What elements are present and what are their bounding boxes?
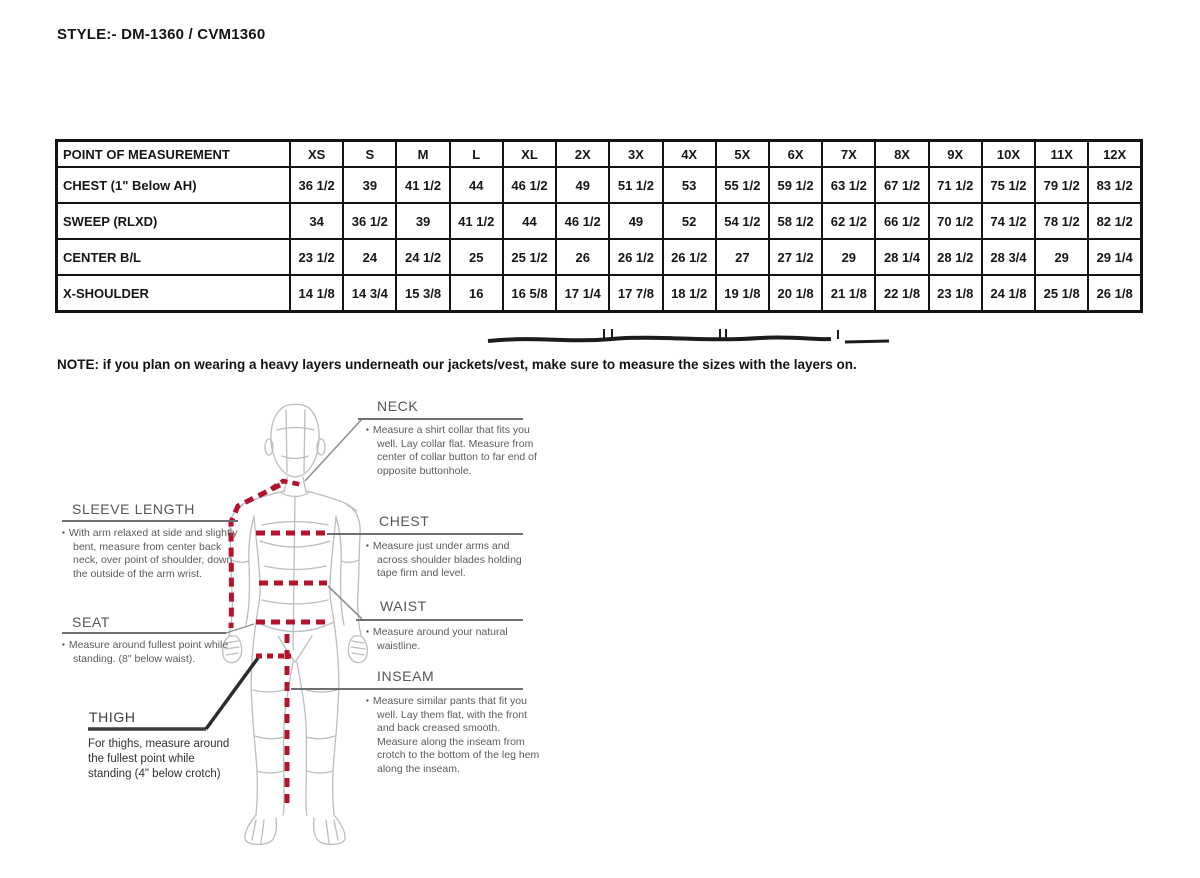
figure-outline [223, 404, 368, 844]
col-header-size-L: L [450, 141, 503, 168]
measurement-value-cell: 29 [1035, 239, 1088, 275]
measurement-value-cell: 52 [663, 203, 716, 239]
measurement-value-cell: 29 1/4 [1088, 239, 1141, 275]
row-label: CENTER B/L [57, 239, 291, 275]
table-row [57, 203, 1142, 239]
measurement-value-cell: 78 1/2 [1035, 203, 1088, 239]
measurement-value-cell: 18 1/2 [663, 275, 716, 312]
table-row [57, 275, 1142, 312]
scan-artifact [488, 329, 889, 342]
measurement-value-cell: 75 1/2 [982, 167, 1035, 203]
measurement-value-cell: 26 1/2 [663, 239, 716, 275]
seat-label: SEAT [72, 614, 110, 630]
col-header-size-S: S [343, 141, 396, 168]
measurement-value-cell: 39 [343, 167, 396, 203]
inseam-description: ▪ Measure similar pants that fit you well. Lay them flat, with the front and back creased smooth. Measure along the inseam from crotch to the bottom of the leg hem along the inseam. [366, 695, 540, 775]
bullet-square-icon: ▪ [366, 425, 369, 434]
measurement-value-cell: 44 [503, 203, 556, 239]
measurement-value-cell: 82 1/2 [1088, 203, 1141, 239]
measurement-value-cell: 16 5/8 [503, 275, 556, 312]
measurement-value-cell: 24 1/2 [396, 239, 449, 275]
measurement-value-cell: 26 1/8 [1088, 275, 1141, 312]
measurement-value-cell: 20 1/8 [769, 275, 822, 312]
measurement-value-cell: 41 1/2 [450, 203, 503, 239]
chest-description: ▪ Measure just under arms and across shoulder blades holding tape firm and level. [366, 540, 522, 579]
measurement-value-cell: 28 3/4 [982, 239, 1035, 275]
measurement-value-cell: 41 1/2 [396, 167, 449, 203]
measurement-value-cell: 36 1/2 [290, 167, 343, 203]
col-header-size-9X: 9X [929, 141, 982, 168]
col-header-point-of-measurement: POINT OF MEASUREMENT [57, 141, 291, 168]
row-label: CHEST (1" Below AH) [57, 167, 291, 203]
measurement-value-cell: 39 [396, 203, 449, 239]
measurement-value-cell: 23 1/8 [929, 275, 982, 312]
col-header-size-7X: 7X [822, 141, 875, 168]
measurement-value-cell: 15 3/8 [396, 275, 449, 312]
measurement-value-cell: 34 [290, 203, 343, 239]
waist-label: WAIST [380, 598, 427, 614]
style-title: STYLE:- DM-1360 / CVM1360 [57, 26, 266, 43]
measurement-value-cell: 23 1/2 [290, 239, 343, 275]
sleeve-length-label: SLEEVE LENGTH [72, 501, 195, 517]
measurement-value-cell: 51 1/2 [609, 167, 662, 203]
measurement-value-cell: 58 1/2 [769, 203, 822, 239]
measurement-value-cell: 67 1/2 [875, 167, 928, 203]
measurement-value-cell: 24 [343, 239, 396, 275]
col-header-size-8X: 8X [875, 141, 928, 168]
col-header-size-4X: 4X [663, 141, 716, 168]
layers-note: NOTE: if you plan on wearing a heavy layers underneath our jackets/vest, make sure to measure the sizes with the layers on. [57, 357, 857, 372]
row-label: SWEEP (RLXD) [57, 203, 291, 239]
neck-label: NECK [377, 398, 419, 414]
measurement-value-cell: 49 [609, 203, 662, 239]
table-row [57, 167, 1142, 203]
neck-measure-line [271, 481, 303, 489]
bullet-square-icon: ▪ [366, 696, 369, 705]
measurement-value-cell: 28 1/2 [929, 239, 982, 275]
col-header-size-10X: 10X [982, 141, 1035, 168]
measurement-value-cell: 46 1/2 [503, 167, 556, 203]
measurement-value-cell: 74 1/2 [982, 203, 1035, 239]
chest-label: CHEST [379, 513, 430, 529]
measurement-value-cell: 46 1/2 [556, 203, 609, 239]
seat-description: ▪ Measure around fullest point while standing. (8" below waist). [62, 639, 229, 665]
measurement-value-cell: 21 1/8 [822, 275, 875, 312]
measurement-value-cell: 25 1/2 [503, 239, 556, 275]
measurement-value-cell: 44 [450, 167, 503, 203]
measurement-value-cell: 27 [716, 239, 769, 275]
thigh-description: For thighs, measure around the fullest point while standing (4" below crotch) [88, 738, 230, 780]
neck-description: ▪ Measure a shirt collar that fits you well. Lay collar flat. Measure from center of collar button to far end of opposite buttonhole. [366, 424, 537, 477]
measurement-value-cell: 66 1/2 [875, 203, 928, 239]
measurement-value-cell: 49 [556, 167, 609, 203]
measurement-value-cell: 36 1/2 [343, 203, 396, 239]
bullet-square-icon: ▪ [366, 627, 369, 636]
measurement-value-cell: 29 [822, 239, 875, 275]
waist-description: ▪ Measure around your natural waistline. [366, 626, 508, 652]
size-chart-table [55, 139, 1143, 313]
col-header-size-2X: 2X [556, 141, 609, 168]
bullet-square-icon: ▪ [366, 541, 369, 550]
measurement-value-cell: 14 1/8 [290, 275, 343, 312]
measurement-value-cell: 53 [663, 167, 716, 203]
measurement-value-cell: 83 1/2 [1088, 167, 1141, 203]
bullet-square-icon: ▪ [62, 640, 65, 649]
col-header-size-M: M [396, 141, 449, 168]
measurement-value-cell: 22 1/8 [875, 275, 928, 312]
measurement-value-cell: 14 3/4 [343, 275, 396, 312]
inseam-label: INSEAM [377, 668, 435, 684]
col-header-size-XL: XL [503, 141, 556, 168]
measurement-value-cell: 25 [450, 239, 503, 275]
bullet-square-icon: ▪ [62, 528, 65, 537]
measurement-value-cell: 26 [556, 239, 609, 275]
row-label: X-SHOULDER [57, 275, 291, 312]
table-header-row [57, 141, 1142, 168]
measurement-value-cell: 71 1/2 [929, 167, 982, 203]
measurement-value-cell: 79 1/2 [1035, 167, 1088, 203]
measurement-value-cell: 25 1/8 [1035, 275, 1088, 312]
measurement-value-cell: 17 1/4 [556, 275, 609, 312]
measurement-value-cell: 26 1/2 [609, 239, 662, 275]
table-row [57, 239, 1142, 275]
measurement-value-cell: 28 1/4 [875, 239, 928, 275]
measurement-value-cell: 24 1/8 [982, 275, 1035, 312]
col-header-size-5X: 5X [716, 141, 769, 168]
col-header-size-3X: 3X [609, 141, 662, 168]
col-header-size-11X: 11X [1035, 141, 1088, 168]
measurement-value-cell: 59 1/2 [769, 167, 822, 203]
col-header-size-12X: 12X [1088, 141, 1141, 168]
measurement-value-cell: 17 7/8 [609, 275, 662, 312]
measurement-value-cell: 62 1/2 [822, 203, 875, 239]
measurement-value-cell: 16 [450, 275, 503, 312]
measurement-value-cell: 63 1/2 [822, 167, 875, 203]
measurement-value-cell: 70 1/2 [929, 203, 982, 239]
measurement-value-cell: 55 1/2 [716, 167, 769, 203]
measurement-value-cell: 27 1/2 [769, 239, 822, 275]
col-header-size-6X: 6X [769, 141, 822, 168]
measurement-value-cell: 19 1/8 [716, 275, 769, 312]
sleeve-length-description: ▪ With arm relaxed at side and slightly bent, measure from center back neck, over point of shoulder, down the outside of the arm wrist. [62, 527, 238, 580]
col-header-size-XS: XS [290, 141, 343, 168]
thigh-label: THIGH [89, 709, 136, 725]
measurement-value-cell: 54 1/2 [716, 203, 769, 239]
